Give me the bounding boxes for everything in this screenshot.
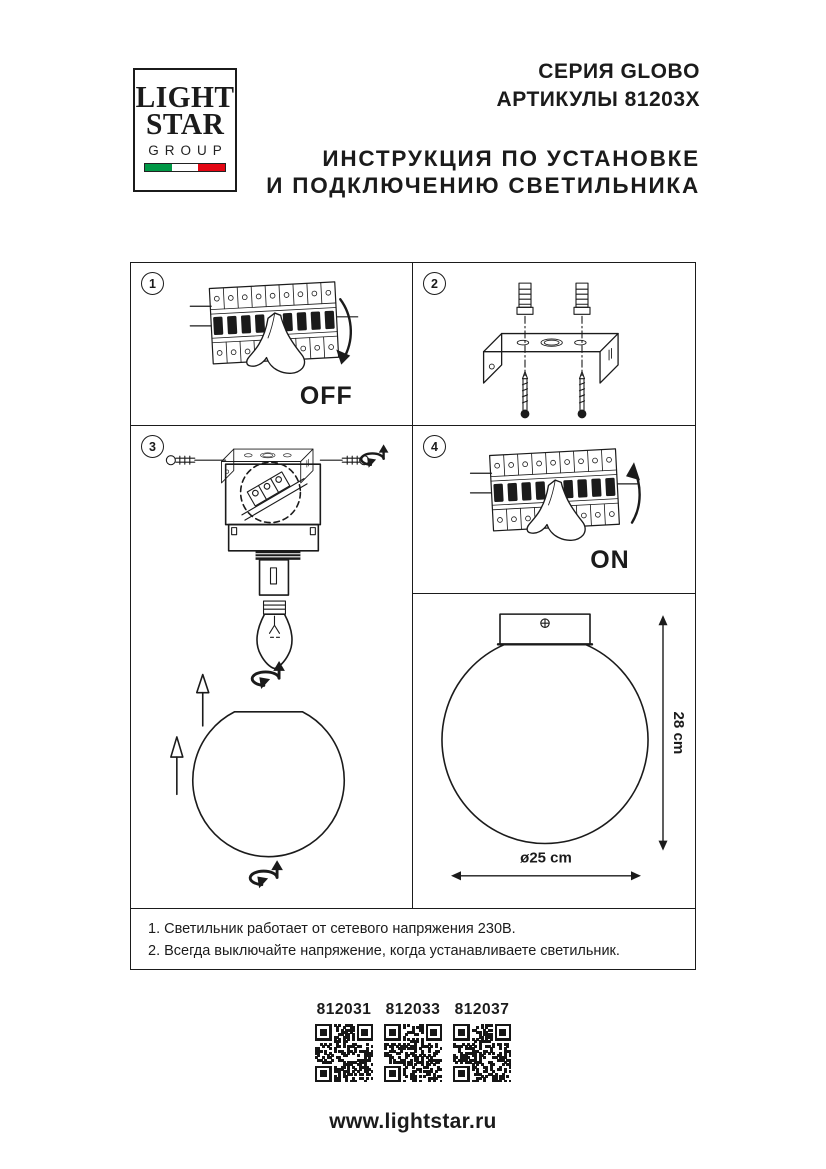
instruction-steps-grid xyxy=(130,262,696,970)
italy-flag-icon xyxy=(144,163,226,172)
article-code-label: 812031 xyxy=(316,1001,372,1018)
step-4-number: 4 xyxy=(423,435,446,458)
note-line-1: 1. Светильник работает от сетевого напряжения 230В. xyxy=(148,921,516,937)
article-code-label: 812037 xyxy=(454,1001,510,1018)
bracket-mounting-illustration xyxy=(413,263,695,425)
lift-arrow-icons xyxy=(171,675,209,795)
logo-word-light: LIGHT xyxy=(135,79,235,114)
breaker-off-illustration xyxy=(131,263,412,425)
candle-bulb-icon xyxy=(257,601,292,668)
article-code-label: 812033 xyxy=(385,1001,441,1018)
glass-globe-shade xyxy=(193,712,344,857)
breaker-on-illustration xyxy=(413,426,695,593)
lightstar-logo xyxy=(133,68,237,192)
logo-word-star: STAR xyxy=(145,106,225,141)
step-2-panel xyxy=(413,263,695,426)
globe-outline xyxy=(442,644,648,843)
step-1-panel xyxy=(131,263,413,426)
instruction-title-line1: ИНСТРУКЦИЯ ПО УСТАНОВКЕ xyxy=(322,146,700,171)
qr-item xyxy=(315,1001,373,1082)
qr-code xyxy=(384,1024,442,1082)
qr-item xyxy=(384,1001,442,1082)
series-title: СЕРИЯ GLOBO xyxy=(538,60,700,83)
lamp-socket xyxy=(260,560,289,595)
fixture-dimensions-illustration xyxy=(413,594,695,908)
logo-word-group: GROUP xyxy=(148,143,228,158)
step-1-number: 1 xyxy=(141,272,164,295)
step-3-panel xyxy=(131,426,413,908)
globe-rotation-arrow-icon xyxy=(250,860,283,888)
website-url: www.lightstar.ru xyxy=(329,1110,497,1133)
safety-notes xyxy=(131,908,695,969)
instruction-title xyxy=(266,145,700,199)
dimensions-panel xyxy=(413,594,695,908)
step-4-panel xyxy=(413,426,695,594)
note-line-2: 2. Всегда выключайте напряжение, когда устанавливаете светильник. xyxy=(148,943,620,959)
height-dimension-label: 28 cm xyxy=(670,711,687,755)
qr-code xyxy=(315,1024,373,1082)
articles-title: АРТИКУЛЫ 81203X xyxy=(496,88,700,111)
flag-white-stripe xyxy=(172,164,199,171)
height-dimension xyxy=(659,615,687,851)
article-qr-codes xyxy=(0,1001,826,1082)
qr-code xyxy=(453,1024,511,1082)
instruction-title-line2: И ПОДКЛЮЧЕНИЮ СВЕТИЛЬНИКА xyxy=(266,173,700,198)
threaded-collar xyxy=(256,551,301,560)
on-label: ON xyxy=(590,545,630,574)
terminal-block-icon xyxy=(233,464,307,520)
flag-green-stripe xyxy=(145,164,172,171)
step-3-number: 3 xyxy=(141,435,164,458)
fixture-assembly-illustration xyxy=(131,426,412,908)
flag-red-stripe xyxy=(198,164,225,171)
wall-plug-icon xyxy=(517,283,590,314)
qr-item xyxy=(453,1001,511,1082)
off-label: OFF xyxy=(299,381,353,410)
off-arrow-icon xyxy=(340,299,351,355)
document-header xyxy=(266,58,700,199)
diameter-dimension-label: ø25 cm xyxy=(520,849,572,867)
step-2-number: 2 xyxy=(423,272,446,295)
screw-rotation-arrow-icon xyxy=(361,444,388,467)
canopy-body xyxy=(229,525,319,551)
mounting-screw-icon xyxy=(521,372,587,419)
ceiling-mount xyxy=(498,614,592,644)
diameter-dimension xyxy=(451,850,641,881)
